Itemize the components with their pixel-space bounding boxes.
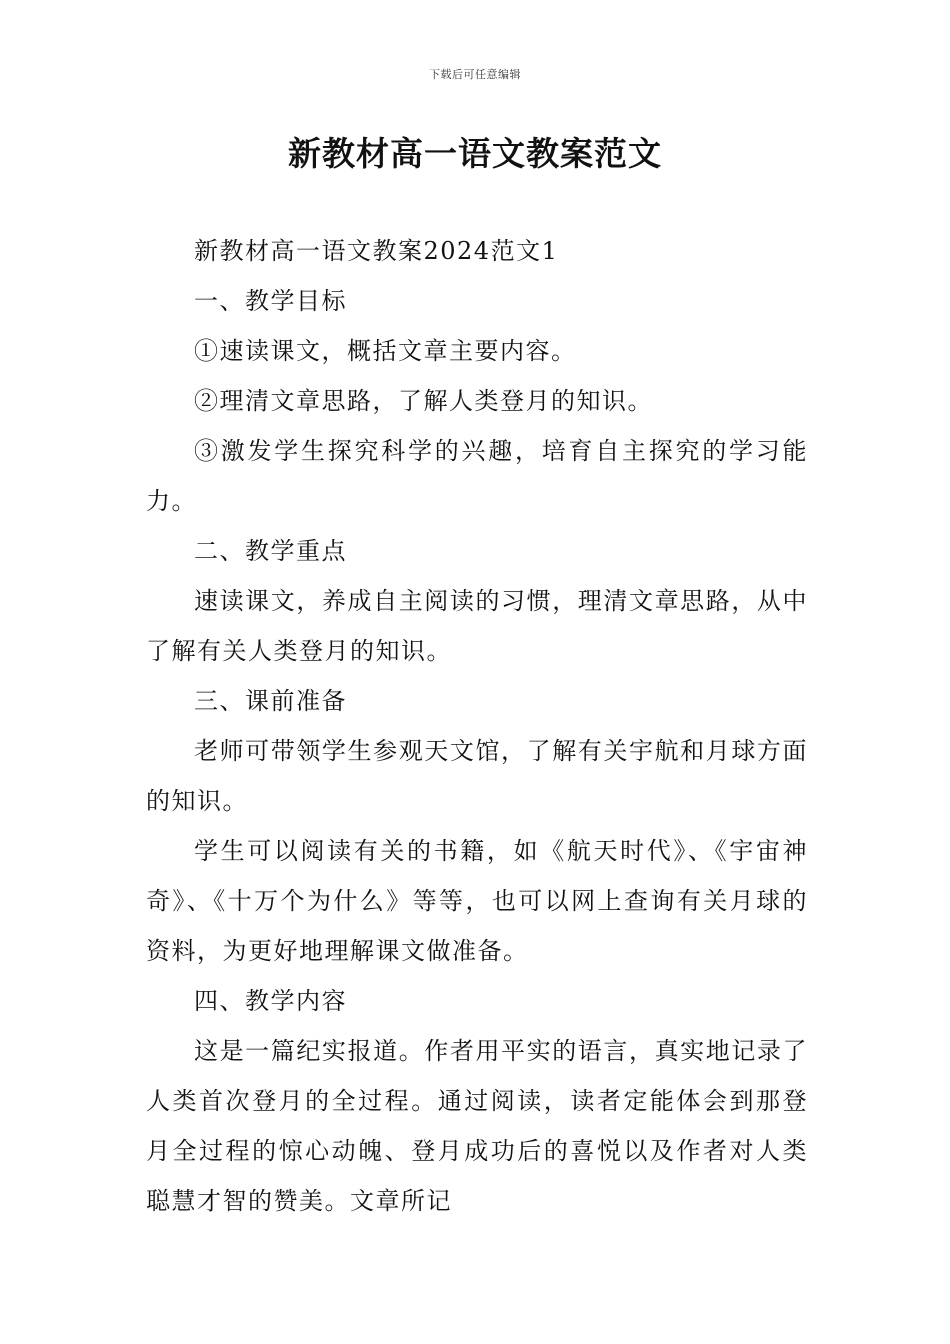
section-heading-goals: 一、教学目标: [194, 287, 347, 315]
goal-item-1: ①速读课文，概括文章主要内容。: [194, 337, 577, 365]
document-body: [146, 226, 808, 1226]
document-title: 新教材高一语文教案范文: [288, 134, 662, 173]
goal-item-3: ③激发学生探究科学的兴趣，培育自主探究的学习能力。: [146, 437, 808, 515]
preparation-paragraph-student: 学生可以阅读有关的书籍，如《航天时代》、《宇宙神奇》、《十万个为什么》等等，也可以网上查询有关月球的资料，为更好地理解课文做准备。: [146, 837, 808, 965]
section-heading-focus: 二、教学重点: [194, 537, 347, 565]
preparation-paragraph-teacher: 老师可带领学生参观天文馆，了解有关宇航和月球方面的知识。: [146, 737, 808, 815]
header-note: 下载后可任意编辑: [429, 68, 521, 81]
section-heading-preparation: 三、课前准备: [194, 687, 347, 715]
section-heading-content: 四、教学内容: [194, 987, 347, 1015]
content-paragraph: 这是一篇纪实报道。作者用平实的语言，真实地记录了人类首次登月的全过程。通过阅读，读者定能体会到那登月全过程的惊心动魄、登月成功后的喜悦以及作者对人类聪慧才智的赞美。文章所记: [146, 1037, 808, 1215]
goal-item-2: ②理清文章思路，了解人类登月的知识。: [194, 387, 653, 415]
paragraph-heading-lesson: 新教材高一语文教案2024范文1: [194, 237, 559, 265]
focus-paragraph: 速读课文，养成自主阅读的习惯，理清文章思路，从中了解有关人类登月的知识。: [146, 587, 808, 665]
